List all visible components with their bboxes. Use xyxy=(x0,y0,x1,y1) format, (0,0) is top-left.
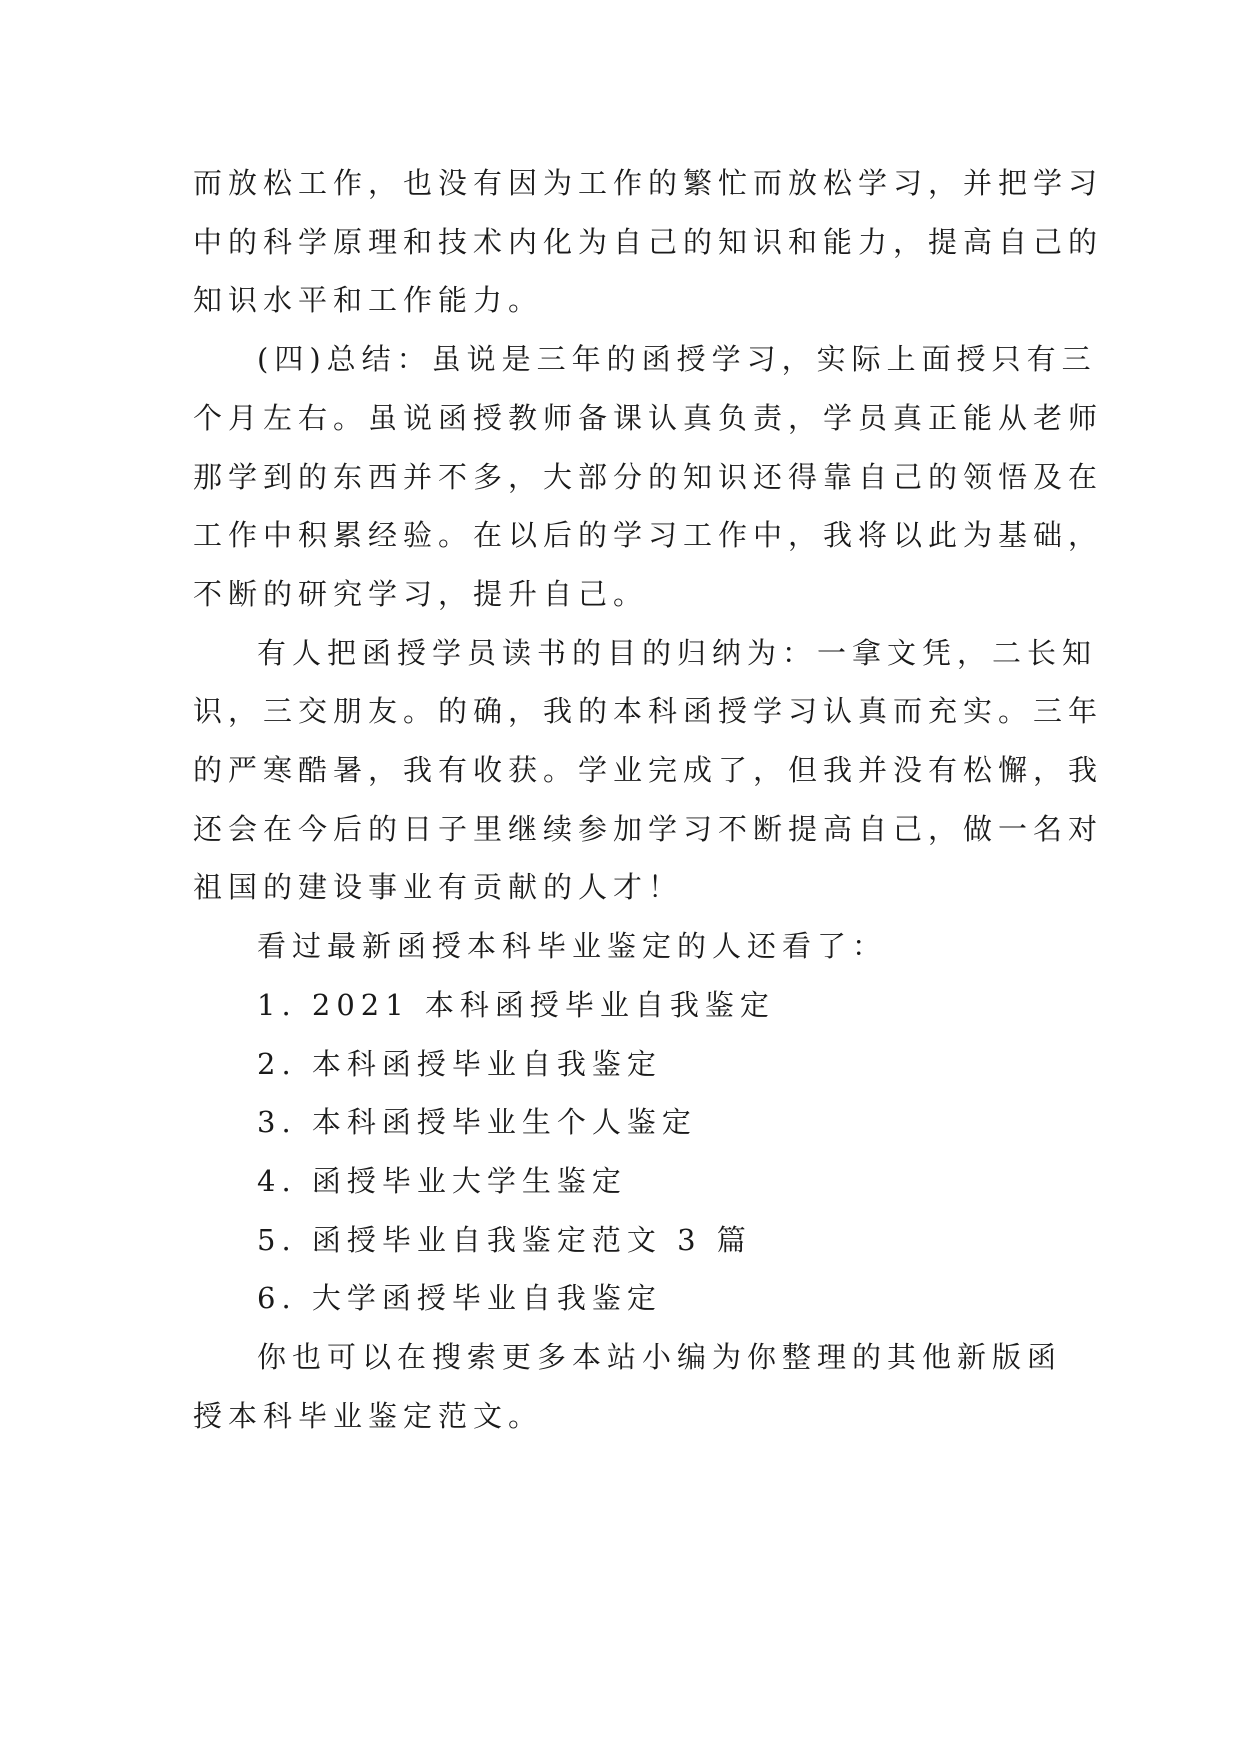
text-line: 你也可以在搜索更多本站小编为你整理的其他新版函 xyxy=(257,1340,1063,1375)
text-line: 个月左右。虽说函授教师备课认真负责，学员真正能从老师 xyxy=(193,400,1104,435)
related-link[interactable]: 6. 大学函授毕业自我鉴定 xyxy=(257,1281,662,1316)
related-link[interactable]: 1. 2021 本科函授毕业自我鉴定 xyxy=(257,987,775,1022)
related-link[interactable]: 3. 本科函授毕业生个人鉴定 xyxy=(257,1105,697,1140)
paragraph-summary xyxy=(193,330,1104,624)
text-line: 有人把函授学员读书的目的归纳为：一拿文凭，二长知 xyxy=(257,635,1098,670)
paragraph-reflection xyxy=(193,624,1104,918)
text-line: 而放松工作，也没有因为工作的繁忙而放松学习，并把学习 xyxy=(193,166,1104,200)
text-line: 看过最新函授本科毕业鉴定的人还看了： xyxy=(257,929,888,964)
related-list xyxy=(193,976,1063,1328)
document-body xyxy=(193,154,1104,1445)
text-line: (四)总结：虽说是三年的函授学习，实际上面授只有三 xyxy=(257,342,1097,377)
text-line: 祖国的建设事业有贡献的人才！ xyxy=(193,870,684,905)
text-line: 授本科毕业鉴定范文。 xyxy=(193,1398,544,1433)
text-line: 中的科学原理和技术内化为自己的知识和能力，提高自己的 xyxy=(193,224,1104,259)
text-line: 还会在今后的日子里继续参加学习不断提高自己，做一名对 xyxy=(193,811,1104,846)
related-link[interactable]: 4. 函授毕业大学生鉴定 xyxy=(257,1163,627,1198)
paragraph-closing xyxy=(193,1328,1063,1445)
related-link[interactable]: 5. 函授毕业自我鉴定范文 3 篇 xyxy=(257,1222,752,1257)
text-line: 不断的研究学习，提升自己。 xyxy=(193,576,649,611)
related-heading xyxy=(193,917,1063,976)
text-line: 工作中积累经验。在以后的学习工作中，我将以此为基础， xyxy=(193,518,1104,553)
paragraph-work-study-balance xyxy=(193,154,1104,330)
text-line: 识，三交朋友。的确，我的本科函授学习认真而充实。三年 xyxy=(193,694,1104,729)
text-line: 知识水平和工作能力。 xyxy=(193,283,544,318)
text-line: 那学到的东西并不多，大部分的知识还得靠自己的领悟及在 xyxy=(193,459,1104,494)
text-line: 的严寒酷暑，我有收获。学业完成了，但我并没有松懈，我 xyxy=(193,753,1104,788)
related-link[interactable]: 2. 本科函授毕业自我鉴定 xyxy=(257,1046,662,1081)
